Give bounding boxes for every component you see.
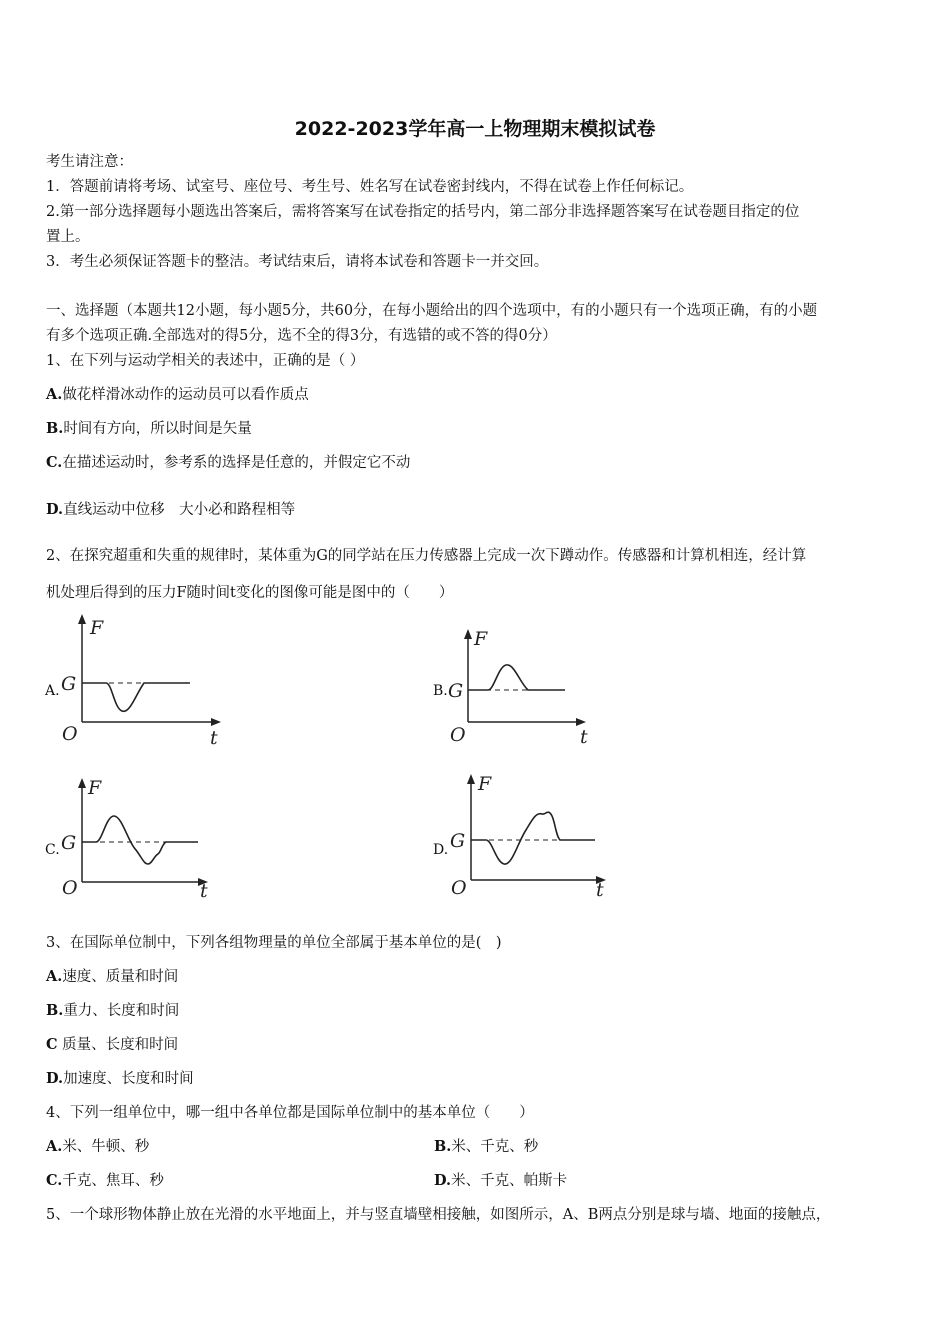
origin-label: O [450, 724, 466, 746]
option-text: 直线运动中位移 大小必和路程相等 [63, 502, 296, 518]
q3-option-c [46, 1032, 178, 1058]
notice-item: 1．答题前请将考场、试室号、座位号、考生号、姓名写在试卷密封线内，不得在试卷上作任何标记。 [46, 179, 694, 195]
q1-option-c [46, 450, 410, 476]
option-text: 加速度、长度和时间 [63, 1071, 194, 1087]
question-2-stem: 机处理后得到的压力F随时间t变化的图像可能是图中的（ ） [46, 585, 454, 601]
option-label: B. [46, 1002, 64, 1019]
force-curve [82, 683, 190, 711]
option-label: D. [434, 1172, 452, 1189]
y-axis-label: F [88, 777, 102, 799]
x-axis-label: t [200, 880, 208, 902]
option-label: C. [46, 1172, 63, 1189]
option-label: D. [46, 1070, 64, 1087]
option-label: A. [46, 1138, 63, 1155]
y-axis-label: F [478, 773, 492, 795]
graph-b [430, 625, 630, 759]
weight-label: G [450, 830, 466, 852]
graph-d [430, 770, 630, 909]
option-label: A. [46, 968, 63, 985]
section-heading: 一、选择题（本题共12小题，每小题5分，共60分，在每小题给出的四个选项中，有的小题只有一个选项正确，有的小题 [46, 303, 818, 319]
option-text: 做花样滑冰动作的运动员可以看作质点 [62, 387, 309, 403]
question-3-stem: 3、在国际单位制中，下列各组物理量的单位全部属于基本单位的是( ) [46, 935, 502, 951]
force-curve [468, 665, 565, 690]
x-axis-label: t [596, 879, 604, 901]
option-label: A. [46, 386, 63, 403]
force-curve [471, 812, 595, 864]
y-axis-label: F [474, 628, 488, 650]
option-text: 米、牛顿、秒 [62, 1139, 150, 1155]
option-label: D. [46, 501, 64, 518]
q3-option-a [46, 964, 178, 990]
q3-option-b [46, 998, 179, 1024]
option-text: 千克、焦耳、秒 [62, 1173, 164, 1189]
notice-item: 置上。 [46, 229, 90, 245]
graph-option-label: C. [45, 842, 60, 858]
y-axis-arrow [78, 614, 86, 624]
graph-option-label: D. [433, 842, 449, 858]
q4-option-b [434, 1134, 538, 1160]
weight-label: G [61, 673, 77, 695]
option-label: B. [46, 420, 64, 437]
question-1-stem: 1、在下列与运动学相关的表述中，正确的是（ ） [46, 353, 365, 369]
x-axis-arrow [576, 718, 586, 726]
origin-label: O [451, 877, 467, 899]
option-text: 重力、长度和时间 [63, 1003, 180, 1019]
q4-option-d [434, 1168, 567, 1194]
graph-option-label: B. [433, 683, 448, 699]
y-axis-label: F [90, 617, 104, 639]
notice-item: 2.第一部分选择题每小题选出答案后，需将答案写在试卷指定的括号内，第二部分非选择题答案写在试卷题目指定的位 [46, 204, 800, 220]
option-text: 米、千克、秒 [451, 1139, 539, 1155]
y-axis-arrow [467, 774, 475, 784]
option-text: 米、千克、帕斯卡 [451, 1173, 568, 1189]
y-axis-arrow [78, 778, 86, 788]
q3-option-d [46, 1066, 194, 1092]
question-5-stem: 5、一个球形物体静止放在光滑的水平地面上，并与竖直墙壁相接触，如图所示，A、B两点分别是球与墙、地面的接触点， [46, 1207, 831, 1223]
option-label: C [46, 1036, 58, 1053]
option-label: C. [46, 454, 63, 471]
weight-label: G [448, 680, 464, 702]
notice-item: 3．考生必须保证答题卡的整洁。考试结束后，请将本试卷和答题卡一并交回。 [46, 254, 549, 270]
x-axis-label: t [580, 726, 588, 748]
x-axis-arrow [211, 718, 221, 726]
graph-option-label: A. [45, 683, 60, 699]
question-2-stem: 2、在探究超重和失重的规律时，某体重为G的同学站在压力传感器上完成一次下蹲动作。传感器和计算机相连，经计算 [46, 548, 807, 564]
question-4-stem: 4、下列一组单位中，哪一组中各单位都是国际单位制中的基本单位（ ） [46, 1105, 534, 1121]
weight-label: G [61, 832, 77, 854]
origin-label: O [62, 723, 78, 745]
origin-label: O [62, 877, 78, 899]
graph-c [40, 770, 240, 909]
page-title: 2022-2023学年高一上物理期末模拟试卷 [294, 118, 656, 140]
option-text: 在描述运动时，参考系的选择是任意的，并假定它不动 [62, 455, 411, 471]
force-curve [82, 816, 198, 864]
q4-option-c [46, 1168, 164, 1194]
q1-option-b [46, 416, 252, 442]
x-axis-label: t [210, 727, 218, 749]
graph-a [40, 610, 240, 754]
option-label: B. [434, 1138, 452, 1155]
q1-option-d [46, 497, 295, 523]
notice-heading: 考生请注意： [46, 154, 133, 170]
option-text: 速度、质量和时间 [62, 969, 179, 985]
y-axis-arrow [464, 629, 472, 639]
option-text: 时间有方向，所以时间是矢量 [63, 421, 252, 437]
section-heading: 有多个选项正确.全部选对的得5分，选不全的得3分，有选错的或不答的得0分） [46, 328, 557, 344]
option-text: 质量、长度和时间 [57, 1037, 179, 1053]
q1-option-a [46, 382, 309, 408]
q4-option-a [46, 1134, 149, 1160]
